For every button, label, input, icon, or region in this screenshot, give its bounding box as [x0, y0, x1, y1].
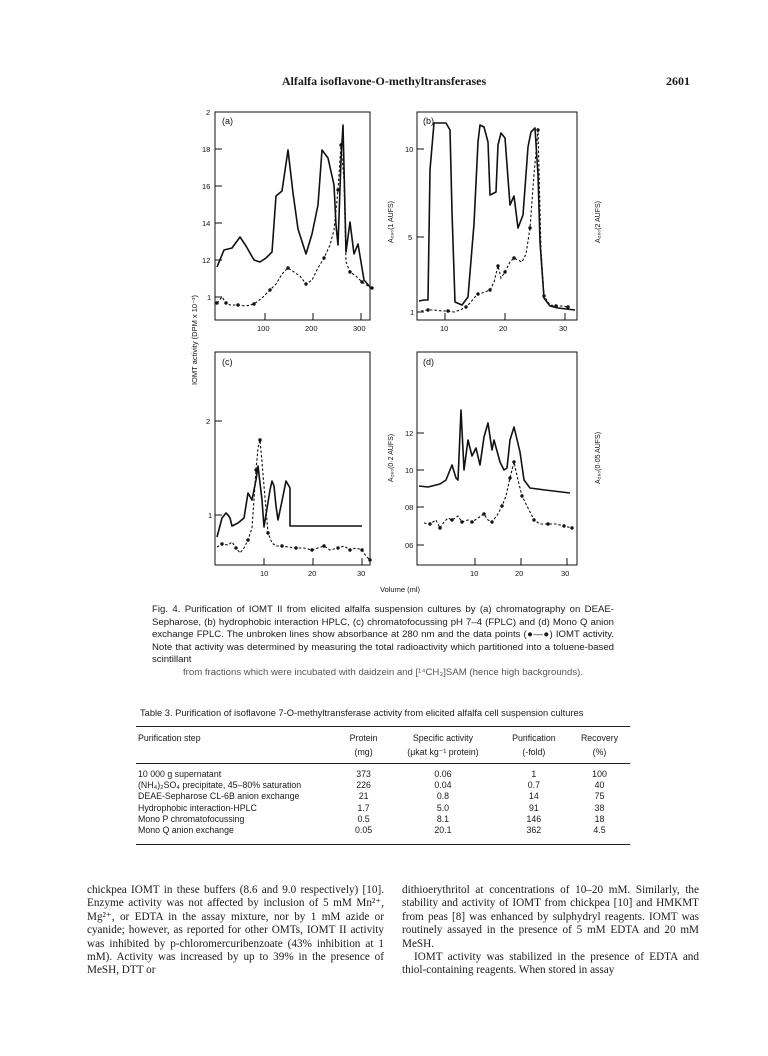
activity-point	[370, 286, 373, 289]
activity-point	[266, 531, 269, 534]
table-header: Protein	[340, 727, 387, 746]
panel-b-left-axis-label: A₂₈₀(1 AUFS)	[388, 201, 395, 243]
figure-caption	[152, 604, 614, 680]
activity-point	[426, 308, 429, 311]
panel-b-absorbance-trace	[419, 123, 575, 310]
panel-a-tag: (a)	[222, 116, 233, 126]
panel-c-xtick: 10	[260, 569, 269, 578]
activity-point	[460, 520, 463, 523]
panel-d-tag: (d)	[423, 357, 434, 367]
panel-a-xtick: 100	[257, 324, 270, 333]
panel-d-left-axis-label: A₂₈₀(0·2 AUFS)	[388, 433, 395, 483]
activity-point	[512, 460, 515, 463]
activity-point	[360, 548, 363, 551]
panel-b-activity-trace	[421, 130, 568, 312]
activity-point	[286, 266, 289, 269]
activity-point	[348, 270, 351, 273]
table-cell: 75	[594, 791, 605, 802]
panel-d-xtick: 20	[515, 569, 524, 578]
table-row	[136, 780, 630, 791]
table-cell: 0.5	[357, 813, 370, 824]
activity-point	[294, 546, 297, 549]
panel-d-absorbance-trace	[419, 410, 570, 493]
table-unit: (%)	[569, 745, 630, 764]
panel-b-frame	[417, 112, 577, 320]
table-cell: 1.7	[357, 802, 370, 813]
body-paragraph: dithioerythritol at concentrations of 10–20 mM. Similarly, the stability and activity of IOMT from chickpea [10] and HMKMT from peas [8] was enhanced by sulphydryl reagents. IOMT was routinely assayed in the presence of 5 mM EDTA and 20 mM MeSH.	[402, 884, 699, 950]
table-header: Recovery	[569, 727, 630, 746]
activity-point	[215, 301, 218, 304]
table-cell: 38	[594, 802, 605, 813]
activity-point	[464, 305, 467, 308]
panel-c-ytick: 1	[208, 511, 213, 520]
table-cell: 10 000 g supernatant	[138, 769, 222, 779]
table-cell: 8.1	[436, 813, 450, 824]
activity-point	[450, 518, 453, 521]
activity-point	[536, 128, 539, 131]
activity-point	[236, 303, 239, 306]
activity-point	[520, 494, 523, 497]
table-header: Specific activity	[387, 727, 499, 746]
activity-point	[438, 526, 441, 529]
table-cell: (NH₄)₂SO₄ precipitate, 45–80% saturation	[138, 780, 302, 791]
table-header: Purification	[499, 727, 569, 746]
panel-d-xtick: 30	[561, 569, 570, 578]
activity-point	[322, 256, 325, 259]
table-unit: (mg)	[340, 745, 387, 764]
panel-a-ytick: 18	[202, 145, 211, 154]
panel-b-xtick: 20	[499, 324, 508, 333]
activity-point	[246, 538, 249, 541]
table-row	[136, 764, 630, 781]
activity-point	[488, 288, 491, 291]
panel-b-xtick: 10	[440, 324, 449, 333]
panel-c-activity-trace	[217, 440, 370, 560]
table-row	[136, 791, 630, 802]
activity-point	[554, 304, 557, 307]
activity-point	[546, 522, 549, 525]
activity-point	[566, 305, 569, 308]
activity-point	[482, 512, 485, 515]
activity-point	[220, 542, 223, 545]
activity-point	[500, 504, 503, 507]
panel-c-tag: (c)	[222, 357, 233, 367]
table-unit: (μkat kg⁻¹ protein)	[387, 745, 499, 764]
activity-point	[310, 548, 313, 551]
activity-point	[336, 546, 339, 549]
table-title: Table 3. Purification of isoflavone 7-O-methyltransferase activity from elicited alfalfa cell suspension cultures	[140, 708, 584, 718]
table-cell: 5.0	[436, 802, 450, 813]
table-cell: DEAE-Sepharose CL-6B anion exchange	[138, 791, 300, 802]
table-cell: 0.7	[527, 780, 540, 791]
table-header: Purification step	[136, 727, 340, 746]
table-cell: 14	[528, 791, 539, 802]
table-cell: 226	[356, 780, 371, 791]
panel-b-ytick: 5	[408, 233, 413, 242]
activity-point	[258, 438, 261, 441]
panel-c-xtick: 30	[357, 569, 366, 578]
body-paragraph: IOMT activity was stabilized in the presence of EDTA and thiol-containing reagents. When stored in assay	[402, 951, 699, 977]
activity-point	[336, 188, 339, 191]
activity-point	[339, 143, 342, 146]
activity-point	[360, 280, 363, 283]
body-paragraph: chickpea IOMT in these buffers (8.6 and 9.0 respectively) [10]. Enzyme activity was not affected by inclusion of 5 mM Mn²⁺, Mg²⁺, or EDTA in the assay mixture, nor by 1 mM azide or cyanide; however, as reported for other OMTs, IOMT II activity was inhibited by p-chloromercuribenzoate (43% inhibition at 1 mM). Activity was increased by up to 39% in the presence of MeSH, DTT or	[87, 884, 384, 977]
activity-point	[512, 256, 515, 259]
panel-a-frame	[215, 112, 370, 320]
activity-point	[508, 476, 511, 479]
panel-a-ytick: 14	[202, 219, 211, 228]
running-header-title: Alfalfa isoflavone-O-methyltransferases	[281, 74, 487, 88]
activity-point	[562, 524, 565, 527]
table-cell: 100	[592, 769, 607, 779]
table-cell: 0.8	[436, 791, 450, 802]
x-axis-label: Volume (ml)	[380, 585, 421, 594]
figure-caption-continued: from fractions which were incubated with daidzein and [¹⁴CH₃]SAM (hence high backgrounds).	[183, 666, 583, 678]
activity-point	[280, 544, 283, 547]
table-cell: 20.1	[387, 825, 499, 845]
panel-d-ytick: 08	[405, 503, 414, 512]
activity-point	[254, 468, 257, 471]
y-axis-label: IOMT activity (DPM x 10⁻³)	[190, 294, 199, 386]
body-column-right	[402, 884, 699, 978]
panel-a-ytick: 16	[202, 182, 211, 191]
activity-point	[268, 288, 271, 291]
panel-a-absorbance-trace	[217, 125, 370, 287]
table-cell: 373	[356, 769, 371, 779]
table-unit: (-fold)	[499, 745, 569, 764]
table-cell: Mono Q anion exchange	[136, 825, 340, 845]
table-row	[136, 803, 630, 814]
activity-point	[490, 520, 493, 523]
panel-c-ytick: 2	[206, 417, 211, 426]
table-cell: 0.04	[434, 780, 452, 791]
panel-a-xtick: 200	[305, 324, 318, 333]
figure-caption-main: Fig. 4. Purification of IOMT II from elicited alfalfa suspension cultures by (a) chromatography on DEAE-Sepharose, (b) hydrophobic interaction HPLC, (c) chromatofocussing pH 7–4 (FPLC) and (d) Mono Q anion exchange FPLC. The unbroken lines show absorbance at 280 nm and the data points (●—●) IOMT activity. Note that activity was determined by measuring the total radioactivity which partitioned into a toluene-based scintillant	[152, 604, 614, 666]
table-row	[136, 814, 630, 825]
activity-point	[428, 522, 431, 525]
table-cell: 4.5	[569, 825, 630, 845]
panel-b-ytick: 10	[405, 145, 414, 154]
table-cell: 21	[358, 791, 369, 802]
panel-d-right-axis-label: A₂₈₀(0·05 AUFS)	[595, 431, 602, 485]
activity-point	[234, 546, 237, 549]
activity-point	[348, 548, 351, 551]
panel-a-xtick: 300	[353, 324, 366, 333]
activity-point	[503, 270, 506, 273]
panel-b-tag: (b)	[423, 116, 434, 126]
table-cell: Mono P chromatofocussing	[138, 813, 245, 824]
table-cell: 40	[594, 780, 605, 791]
panel-b-right-axis-label: A₂₈₀(2 AUFS)	[595, 201, 602, 243]
body-column-left	[87, 884, 384, 978]
activity-point	[368, 558, 371, 561]
panel-c-xtick: 20	[308, 569, 317, 578]
activity-point	[532, 518, 535, 521]
activity-point	[446, 309, 449, 312]
panel-b-xtick: 30	[559, 324, 568, 333]
table-row	[136, 825, 630, 845]
panel-b-ytick: 1	[410, 308, 415, 317]
page-number: 2601	[666, 74, 690, 88]
panel-d-ytick: 12	[405, 429, 414, 438]
table-cell: 0.06	[434, 769, 452, 779]
activity-point	[470, 520, 473, 523]
activity-point	[304, 282, 307, 285]
table-cell: 146	[526, 813, 542, 824]
activity-point	[224, 301, 227, 304]
table-cell: 362	[499, 825, 569, 845]
panel-d-xtick: 10	[470, 569, 479, 578]
panel-c-frame	[215, 352, 370, 565]
activity-point	[476, 292, 479, 295]
activity-point	[570, 526, 573, 529]
panel-c-absorbance-trace	[217, 466, 362, 537]
activity-point	[496, 264, 499, 267]
panel-a-ytick: 2	[206, 108, 211, 117]
panel-a-ytick: 1	[207, 293, 212, 302]
panel-d-frame	[417, 352, 577, 565]
activity-point	[528, 226, 531, 229]
panel-d-activity-trace	[424, 462, 572, 528]
activity-point	[252, 302, 255, 305]
table-cell: 91	[528, 802, 539, 813]
table-cell: 1	[531, 769, 537, 779]
table-cell: Hydrophobic interaction-HPLC	[138, 802, 257, 813]
activity-point	[542, 294, 545, 297]
panel-a-ytick: 12	[202, 256, 211, 265]
panel-d-ytick: 06	[405, 541, 414, 550]
activity-point	[322, 544, 325, 547]
table-cell: 0.05	[340, 825, 387, 845]
purification-table	[136, 726, 630, 845]
table-unit	[136, 745, 340, 764]
panel-d-ytick: 10	[405, 466, 414, 475]
table-cell: 18	[594, 813, 605, 824]
